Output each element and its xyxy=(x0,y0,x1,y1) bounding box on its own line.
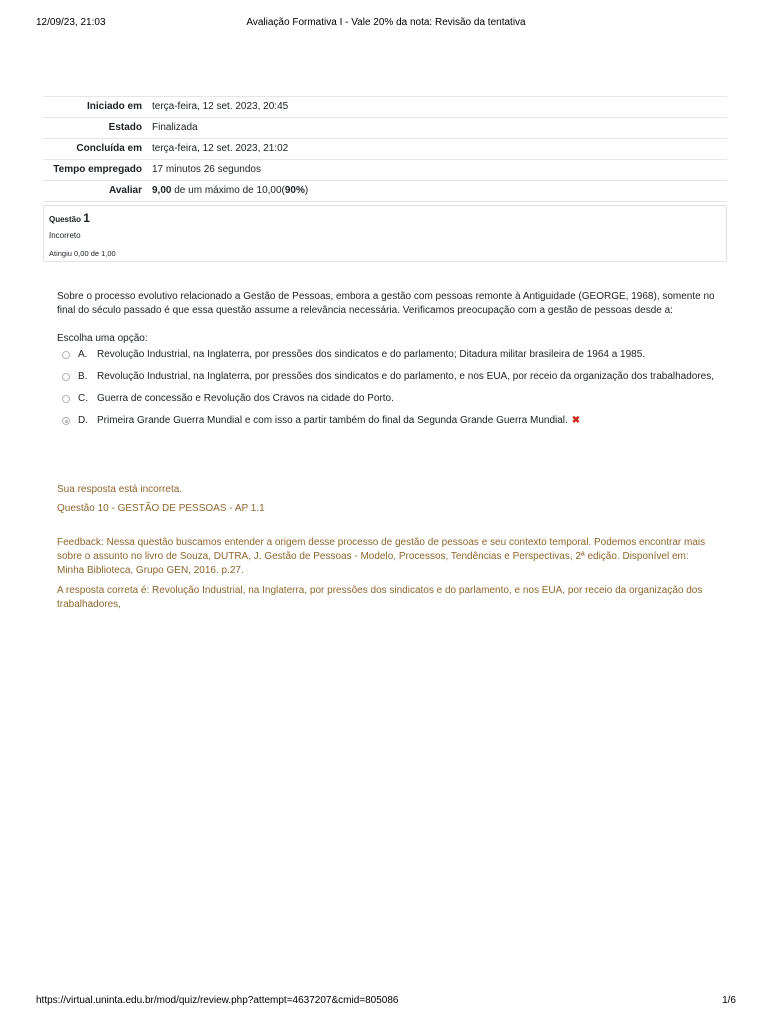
summary-value: terça-feira, 12 set. 2023, 21:02 xyxy=(152,143,289,154)
question-label: Questão xyxy=(49,215,82,224)
question-state: Incorreto xyxy=(49,231,81,240)
question-number-value: 1 xyxy=(83,211,90,225)
grade-end: ) xyxy=(304,185,309,196)
question-reference: Questão 10 - GESTÃO DE PESSOAS - AP 1.1 xyxy=(57,503,265,514)
answer-option-c[interactable] xyxy=(57,392,717,406)
summary-value: terça-feira, 12 set. 2023, 20:45 xyxy=(152,101,289,112)
question-text: Sobre o processo evolutivo relacionado a Gestão de Pessoas, embora a gestão com pessoas remonte à Antiguidade (GEORGE, 1968), somente no final do século passado é que essa questão assume a relevância necessária. Verificamos preocupação com a gestão de pessoas desde a: xyxy=(57,291,715,316)
print-datetime: 12/09/23, 21:03 xyxy=(36,17,106,28)
answer-option-a[interactable] xyxy=(57,348,717,362)
answer-letter: B. xyxy=(78,371,88,382)
summary-label: Iniciado em xyxy=(86,101,142,112)
question-info-box xyxy=(43,205,727,262)
grade-percent: 90% xyxy=(284,185,305,196)
answer-options xyxy=(57,348,717,428)
general-feedback: Feedback: Nessa questão buscamos entender a origem desse processo de gestão de pessoas e seu contexto temporal. Podemos encontrar mais sobre o assunto no livro de Souza, DUTRA, J. Gestão de Pessoas - Modelo, Processos, Tendências e Perspectivas, 2ª edição. Disponível em: Minha Biblioteca, Grupo GEN, 2016. p.27. xyxy=(57,537,706,576)
feedback-section xyxy=(57,483,717,612)
summary-value: Finalizada xyxy=(152,122,198,133)
incorrect-x-icon: ✖ xyxy=(571,415,581,426)
answer-prompt: Escolha uma opção: xyxy=(57,333,148,344)
summary-row-grade xyxy=(43,180,727,202)
question-content xyxy=(57,290,717,436)
print-page-number: 1/6 xyxy=(722,995,736,1006)
summary-row-time-taken xyxy=(43,159,727,180)
answer-letter: D. xyxy=(78,415,88,426)
summary-row-completed xyxy=(43,138,727,159)
radio-button-selected[interactable] xyxy=(62,417,70,425)
answer-text: Revolução Industrial, na Inglaterra, por pressões dos sindicatos e do parlamento, e nos EUA, por receio da organização dos trabalhadores, xyxy=(97,371,715,382)
question-number xyxy=(49,211,90,225)
specific-feedback: Sua resposta está incorreta. xyxy=(57,484,183,495)
answer-letter: C. xyxy=(78,393,88,404)
radio-button[interactable] xyxy=(62,351,70,359)
grade-middle: de um máximo de 10,00( xyxy=(171,185,285,196)
print-page-title: Avaliação Formativa I - Vale 20% da nota: Revisão da tentativa xyxy=(246,17,526,28)
answer-option-d[interactable] xyxy=(57,414,717,428)
answer-text xyxy=(97,414,717,428)
summary-row-started xyxy=(43,96,727,117)
answer-text-value: Primeira Grande Guerra Mundial e com isso a partir também do final da Segunda Grande Guerra Mundial. xyxy=(97,415,568,426)
summary-label: Concluída em xyxy=(76,143,142,154)
question-grade: Atingiu 0,00 de 1,00 xyxy=(49,249,116,258)
summary-grade-value xyxy=(152,183,727,198)
summary-label: Estado xyxy=(108,122,142,133)
summary-label: Avaliar xyxy=(109,185,142,196)
answer-text: Revolução Industrial, na Inglaterra, por pressões dos sindicatos e do parlamento; Ditadura militar brasileira de 1964 a 1985. xyxy=(97,349,646,360)
summary-row-state xyxy=(43,117,727,138)
radio-button[interactable] xyxy=(62,395,70,403)
answer-letter: A. xyxy=(78,349,88,360)
right-answer: A resposta correta é: Revolução Industrial, na Inglaterra, por pressões dos sindicatos e do parlamento, e nos EUA, por receio da organização dos trabalhadores, xyxy=(57,585,703,610)
summary-value: 17 minutos 26 segundos xyxy=(152,164,261,175)
grade-score: 9,00 xyxy=(152,185,172,196)
attempt-summary-table xyxy=(43,96,727,202)
summary-label: Tempo empregado xyxy=(53,164,142,175)
answer-option-b[interactable] xyxy=(57,370,717,384)
answer-text: Guerra de concessão e Revolução dos Cravos na cidade do Porto. xyxy=(97,393,394,404)
radio-button[interactable] xyxy=(62,373,70,381)
print-url: https://virtual.uninta.edu.br/mod/quiz/review.php?attempt=4637207&cmid=805086 xyxy=(36,995,399,1006)
